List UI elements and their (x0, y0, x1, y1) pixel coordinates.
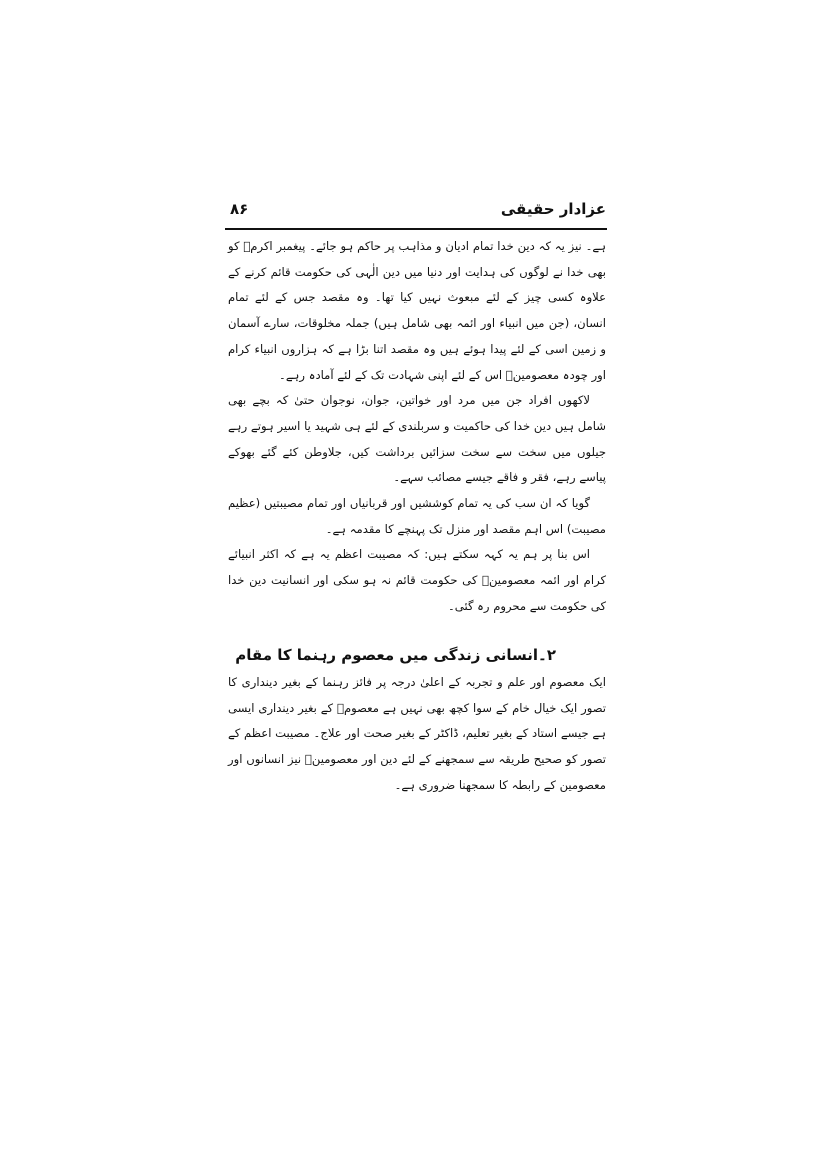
header-divider (225, 228, 607, 230)
paragraph-1: ہے۔ نیز یہ کہ دین خدا تمام ادیان و مذاہب پر حاکم ہو جائے۔ پیغمبر اکرمؐ کو بھی خدا نے لوگوں کی ہدایت اور دنیا میں دین الٰہی کی حکومت قائم کرنے کے علاوہ کسی چیز کے لئے مبعوث نہیں کیا تھا۔ وہ مقصد جس کے لئے تمام انسان، (جن میں انبیاء اور ائمہ بھی شامل ہیں) جملہ مخلوقات، سارے آسمان و زمین اسی کے لئے پیدا ہوئے ہیں وہ مقصد اتنا بڑا ہے کہ ہزاروں انبیاء کرام اور چودہ معصومینؑ اس کے لئے اپنی شہادت تک کے لئے آمادہ رہے۔ (228, 239, 606, 382)
paragraph-4: اس بنا پر ہم یہ کہہ سکتے ہیں: کہ مصیبت اعظم یہ ہے کہ اکثر انبیائے کرام اور ائمہ معصومینؑ کی حکومت قائم نہ ہو سکی اور انسانیت دین خدا کی حکومت سے محروم رہ گئی۔ (228, 547, 606, 613)
section-paragraph: ایک معصوم اور علم و تجربہ کے اعلیٰ درجہ پر فائز رہنما کے بغیر دینداری کا تصور ایک خیال خام کے سوا کچھ بھی نہیں ہے معصومؑ کے بغیر دینداری ایسی ہے جیسے استاد کے بغیر تعلیم، ڈاکٹر کے بغیر صحت اور علاج۔ مصیبت اعظم کے تصور کو صحیح طریقہ سے سمجھنے کے لئے دین اور معصومینؑ نیز انسانوں اور معصومین کے رابطہ کا سمجھنا ضروری ہے۔ (228, 675, 606, 792)
page-number: ۸۶ (230, 200, 249, 218)
section-2 (228, 640, 606, 799)
page-body (228, 234, 606, 620)
running-title: عزادار حقیقی (500, 200, 606, 218)
section-heading: ۲۔انسانی زندگی میں معصوم رہنما کا مقام (235, 646, 556, 664)
paragraph-2: لاکھوں افراد جن میں مرد اور خواتین، جوان، نوجوان حتیٰ کہ بچے بھی شامل ہیں دین خدا کی حاکمیت و سربلندی کے لئے ہی شہید یا اسیر ہوتے رہے جیلوں میں سخت سے سخت سزائیں برداشت کیں، جلاوطن کئے گئے بھوکے پیاسے رہے، فقر و فاقے جیسے مصائب سہے۔ (228, 393, 606, 485)
page-header (226, 200, 606, 226)
paragraph-3: گویا کہ ان سب کی یہ تمام کوششیں اور قربانیاں اور تمام مصیبتیں (عظیم مصیبت) اس اہم مقصد اور منزل تک پہنچے کا مقدمہ ہے۔ (228, 496, 606, 536)
